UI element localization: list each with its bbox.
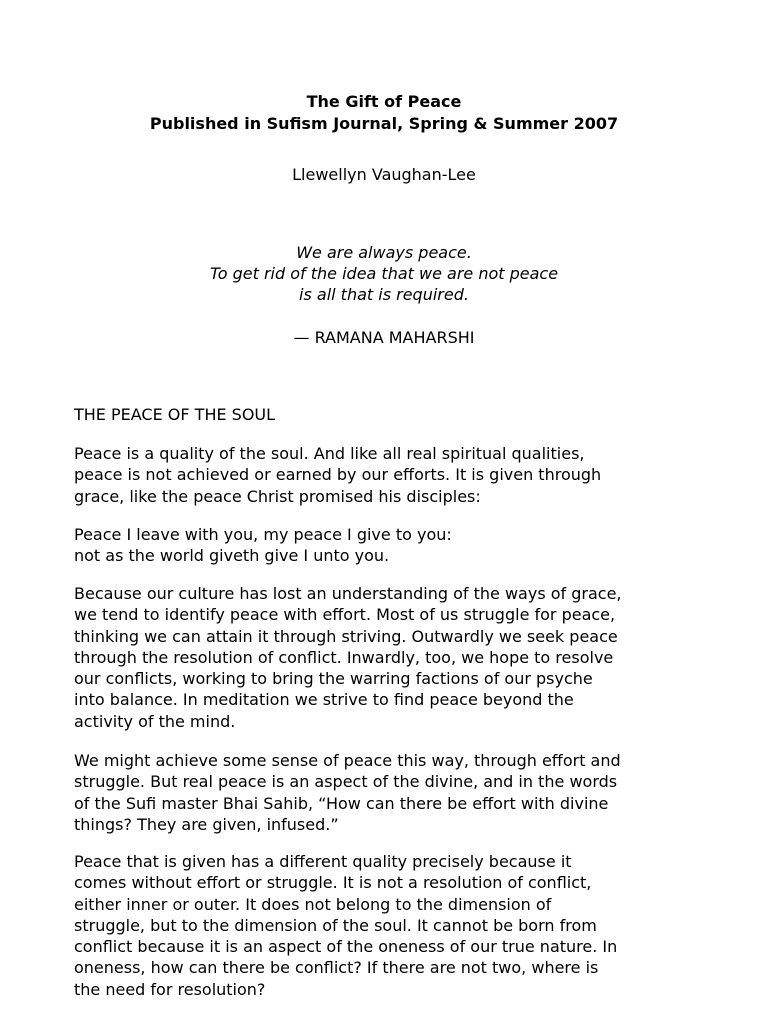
paragraph-line: struggle, but to the dimension of the soul. It cannot be born from bbox=[74, 915, 597, 935]
paragraph-line: Because our culture has lost an understanding of the ways of grace, bbox=[74, 584, 622, 603]
paragraph-line: We might achieve some sense of peace this way, through effort and bbox=[74, 751, 621, 770]
paragraph-line: the need for resolution? bbox=[74, 979, 266, 999]
paragraph-line: oneness, how can there be conflict? If there are not two, where is bbox=[74, 958, 599, 978]
paragraph-line: through the resolution of conflict. Inwardly, too, we hope to resolve bbox=[74, 647, 614, 667]
quote-line: Peace I leave with you, my peace I give to you: bbox=[74, 525, 452, 544]
author-name: Llewellyn Vaughan-Lee bbox=[292, 165, 476, 184]
paragraph-line: of the Sufi master Bhai Sahib, “How can there be effort with divine bbox=[74, 793, 609, 813]
paragraph-line: into balance. In meditation we strive to find peace beyond the bbox=[74, 690, 574, 710]
paragraph-line: our conflicts, working to bring the warring factions of our psyche bbox=[74, 669, 593, 689]
scripture-quote bbox=[74, 524, 714, 567]
paragraph-line: Peace that is given has a different quality precisely because it bbox=[74, 852, 572, 871]
publication-line: Published in Sufism Journal, Spring & Summer 2007 bbox=[149, 114, 619, 133]
paragraph-line: things? They are given, infused.” bbox=[74, 814, 339, 834]
paragraph-line: conflict because it is an aspect of the oneness of our true nature. In bbox=[74, 937, 618, 957]
paragraph-1 bbox=[74, 443, 714, 507]
paragraph-line: either inner or outer. It does not belong to the dimension of bbox=[74, 894, 552, 914]
paragraph-line: activity of the mind. bbox=[74, 711, 236, 731]
epigraph-line-2: To get rid of the idea that we are not peace bbox=[209, 264, 559, 283]
epigraph-line-1: We are always peace. bbox=[296, 243, 472, 262]
paragraph-2 bbox=[74, 583, 714, 732]
paragraph-line: struggle. But real peace is an aspect of the divine, and in the words bbox=[74, 772, 618, 792]
quote-line: not as the world giveth give I unto you. bbox=[74, 546, 390, 566]
paragraph-line: Peace is a quality of the soul. And like all real spiritual qualities, bbox=[74, 444, 585, 463]
paragraph-line: thinking we can attain it through striving. Outwardly we seek peace bbox=[74, 626, 618, 646]
paragraph-line: comes without effort or struggle. It is not a resolution of conflict, bbox=[74, 873, 592, 893]
section-heading: THE PEACE OF THE SOUL bbox=[74, 405, 276, 424]
paragraph-4 bbox=[74, 851, 714, 1000]
paragraph-line: we tend to identify peace with effort. Most of us struggle for peace, bbox=[74, 605, 616, 625]
epigraph-attribution: — RAMANA MAHARSHI bbox=[293, 328, 475, 347]
article-title: The Gift of Peace bbox=[306, 92, 462, 111]
paragraph-line: peace is not achieved or earned by our efforts. It is given through bbox=[74, 465, 602, 485]
epigraph-line-3: is all that is required. bbox=[299, 285, 469, 304]
paragraph-line: grace, like the peace Christ promised his disciples: bbox=[74, 486, 481, 506]
paragraph-3 bbox=[74, 750, 714, 835]
